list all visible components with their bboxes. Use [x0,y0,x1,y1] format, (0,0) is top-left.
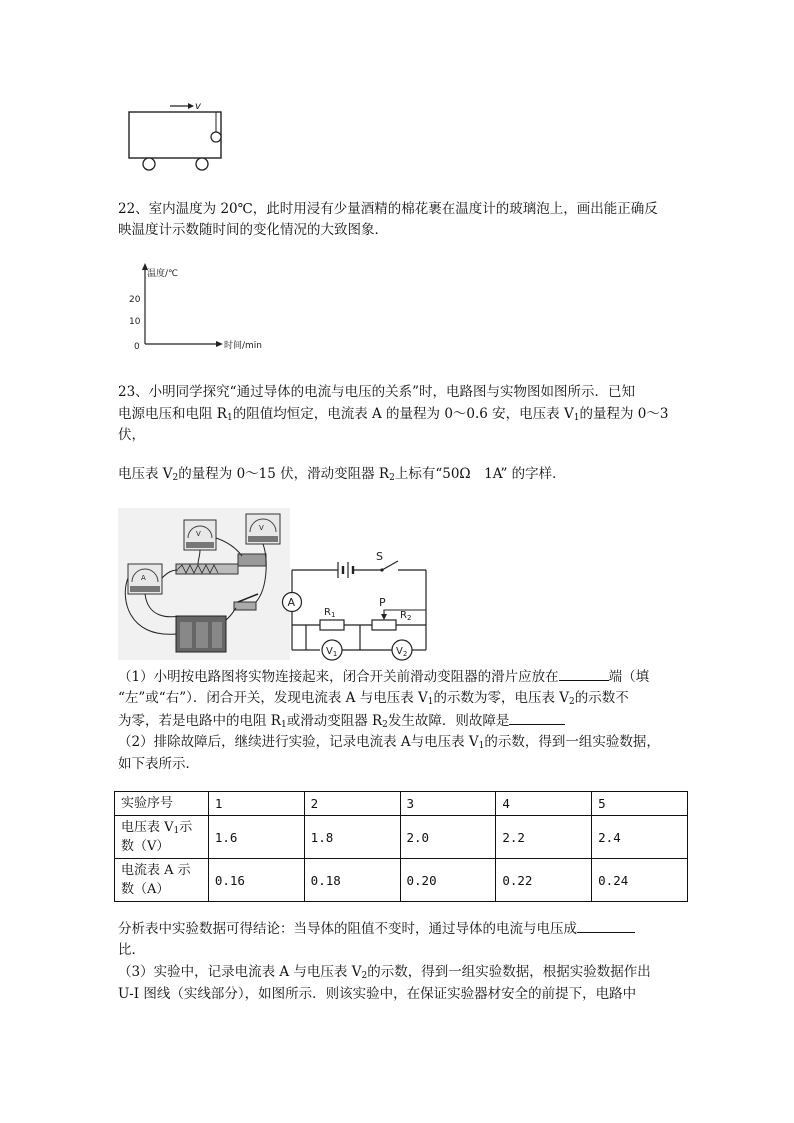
cart-wheel-left [143,158,155,170]
table-header-cell: 1 [208,792,304,816]
q23-line1: 23、小明同学探究“通过导体的电流与电压的关系”时，电路图与实物图如图所示．已知 [118,384,635,400]
cart-figure [120,95,230,175]
battery-symbol [338,562,353,578]
y-tick-20: 20 [129,295,141,305]
part3-line2: U-I 图线（实线部分），如图所示．则该实验中，在保证实验器材安全的前提下，电路中 [118,986,637,1002]
table-header-cell: 4 [496,792,592,816]
svg-text:V2: $V_2$ [396,646,408,658]
table-cell: 0.16 [208,859,304,902]
y-tick-0: 0 [134,342,140,352]
x-axis-arrow [216,341,223,347]
part2-line1: （2）排除故障后，继续进行实验，记录电流表 A与电压表 $V_1$的示数，得到一组实验数据， [118,734,660,751]
table-row-label: 电流表 A 示 数（A） [115,859,209,902]
table-cell: 0.22 [496,859,592,902]
physical-voltmeter-2 [246,514,280,544]
y-axis-label: 温度/℃ [147,269,179,279]
table-header-cell: 3 [400,792,496,816]
x-axis-label: 时间/min [224,341,263,351]
table-cell: 2.2 [496,816,592,859]
physical-ammeter [128,564,162,594]
slider-label: P [379,596,386,609]
cart-body [129,112,221,158]
temperature-graph [120,262,280,357]
svg-text:V1: $V_1$ [326,646,338,658]
velocity-arrow-head [188,103,194,109]
answer-blank-end[interactable] [559,666,609,681]
velocity-label: v [195,101,201,112]
v2-symbol [392,640,412,660]
part1-line1: （1）小明按电路图将实物连接起来，闭合开关前滑动变阻器的滑片应放在 端（填 [118,666,649,687]
svg-text:A: A [287,596,296,609]
table-header-row [115,792,688,816]
cart-wheel-right [196,158,208,170]
table-cell: 0.18 [304,859,400,902]
q23-line4: 电压表 $V_2$的量程为 0～15 伏，滑动变阻器 $R_2$上标有“50Ω 1A” 的字样． [118,466,566,483]
answer-blank-ratio[interactable] [577,918,635,933]
table-cell: 0.24 [592,859,688,902]
q22-line2: 映温度计示数随时间的变化情况的大致图象． [118,222,388,238]
answer-blank-fault[interactable] [509,710,565,725]
table-row-current [115,859,688,902]
cart-hanging-ball [211,132,221,142]
apparatus-photo [118,508,290,660]
conclusion-line2: 比． [118,942,145,958]
part1-line2: “左”或“右”）．闭合开关，发现电流表 A 与电压表 $V_1$的示数为零，电压表 $V_2$的示数不 [118,690,629,707]
table-cell: 1.8 [304,816,400,859]
q23-line3: 伏， [118,427,145,443]
circuit-diagram [276,550,436,662]
table-row-voltage [115,816,688,859]
r2-rheostat [372,620,396,630]
table-header-label: 实验序号 [115,792,209,816]
svg-text:V: V [196,530,201,538]
table-header-cell: 2 [304,792,400,816]
table-header-cell: 5 [592,792,688,816]
physical-voltmeter-1 [184,520,216,550]
q22-line1: 22、室内温度为 20℃，此时用浸有少量酒精的棉花裹在温度计的玻璃泡上，画出能正确反 [118,201,658,217]
table-cell: 1.6 [208,816,304,859]
r2-label: $R_2$ [400,610,412,622]
part3-line1: （3）实验中，记录电流表 A 与电压表 $V_2$的示数，得到一组实验数据，根据实验数据作出 [118,964,651,981]
v1-symbol [322,640,342,660]
table-row-label: 电压表 $V_1$示 数（V） [115,816,209,859]
svg-text:V: V [259,524,264,532]
r1-label: $R_1$ [324,607,336,619]
switch-label: S [376,550,383,563]
switch-symbol [380,561,398,572]
physical-battery [176,616,226,652]
table-cell: 2.0 [400,816,496,859]
q23-line2: 电源电压和电阻 $R_1$的阻值均恒定，电流表 A 的量程为 0～0.6 安，电压表 $V_1$的量程为 0～3 [118,406,669,423]
data-table [114,791,688,902]
part1-line3: 为零，若是电路中的电阻 $R_1$或滑动变阻器 $R_2$发生故障．则故障是 [118,710,565,731]
conclusion-line1: 分析表中实验数据可得结论：当导体的阻值不变时，通过导体的电流与电压成 [118,918,635,939]
y-tick-10: 10 [129,317,141,327]
ammeter-symbol [283,593,302,612]
table-cell: 2.4 [592,816,688,859]
r1-resistor [320,620,344,630]
part2-line2: 如下表所示． [118,756,199,772]
table-cell: 0.20 [400,859,496,902]
svg-text:A: A [141,574,146,582]
